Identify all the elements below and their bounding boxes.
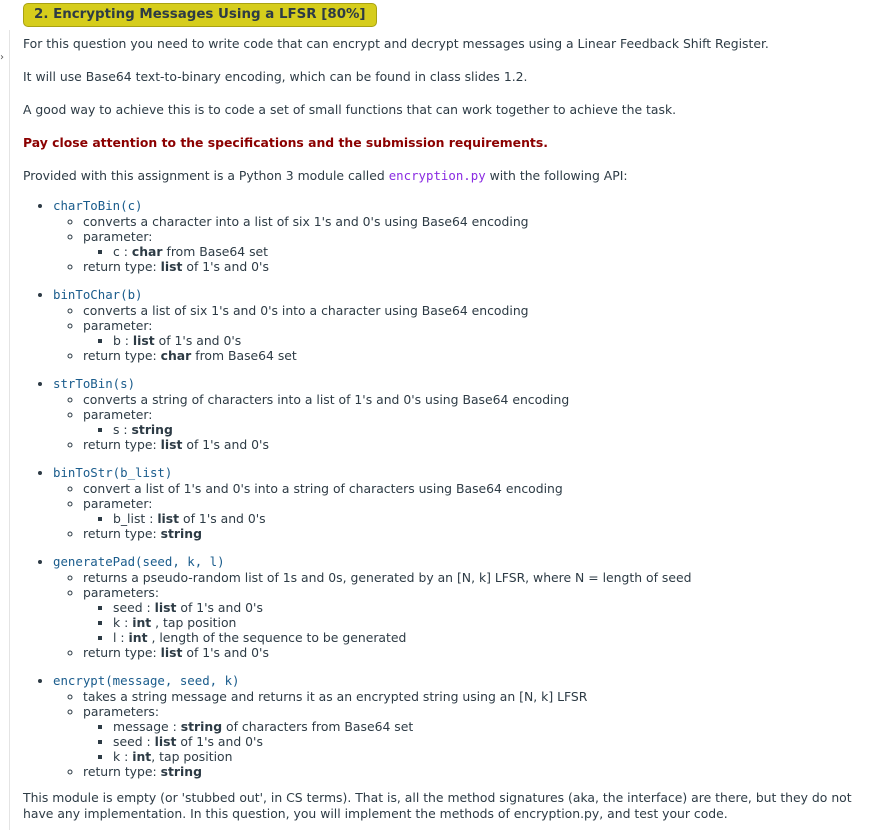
api-return: ◦ return type: list of 1's and 0's xyxy=(83,437,878,452)
api-signature: charToBin(c) xyxy=(53,198,143,213)
api-description: ◦ takes a string message and returns it as an encrypted string using an [N, k] LFSR xyxy=(83,689,878,704)
api-description: ◦ convert a list of 1's and 0's into a string of characters using Base64 encoding xyxy=(83,481,878,496)
module-filename: encryption.py xyxy=(388,168,486,183)
api-list xyxy=(23,198,878,779)
api-param: ▪ seed : list of 1's and 0's xyxy=(113,600,878,615)
api-param: ▪ k : int , tap position xyxy=(113,615,878,630)
api-return: ◦ return type: char from Base64 set xyxy=(83,348,878,363)
api-return: ◦ return type: string xyxy=(83,764,878,779)
collapse-chevron-icon[interactable]: › xyxy=(0,52,4,63)
intro-paragraph-3: A good way to achieve this is to code a set of small functions that can work together to achieve the task. xyxy=(23,102,677,117)
api-params: ◦ parameter: ▪ c : char from Base64 set xyxy=(83,229,878,259)
api-description: ◦ returns a pseudo-random list of 1s and 0s, generated by an [N, k] LFSR, where N = length of seed xyxy=(83,570,878,585)
api-param: ▪ b_list : list of 1's and 0's xyxy=(113,511,878,526)
provided-before: Provided with this assignment is a Python 3 module called xyxy=(23,168,389,183)
api-return: ◦ return type: string xyxy=(83,526,878,541)
api-description: ◦ converts a list of six 1's and 0's into a character using Base64 encoding xyxy=(83,303,878,318)
api-item-generatePad xyxy=(53,554,878,660)
intro-paragraph-1: For this question you need to write code that can encrypt and decrypt messages using a Linear Feedback Shift Register. xyxy=(23,36,769,51)
api-params: ◦ parameter: ▪ s : string xyxy=(83,407,878,437)
provided-after: with the following API: xyxy=(485,168,628,183)
api-item-binToChar xyxy=(53,287,878,363)
api-params: ◦ parameter: ▪ b_list : list of 1's and 0's xyxy=(83,496,878,526)
intro-paragraph-2: It will use Base64 text-to-binary encoding, which can be found in class slides 1.2. xyxy=(23,69,528,84)
api-return: ◦ return type: list of 1's and 0's xyxy=(83,259,878,274)
api-item-encrypt xyxy=(53,673,878,779)
api-param: ▪ c : char from Base64 set xyxy=(113,244,878,259)
left-divider xyxy=(9,30,10,830)
warning-text: Pay close attention to the specifications and the submission requirements. xyxy=(23,135,548,150)
api-param: ▪ k : int, tap position xyxy=(113,749,878,764)
api-signature: generatePad(seed, k, l) xyxy=(53,554,225,569)
api-signature: binToChar(b) xyxy=(53,287,143,302)
api-params: ◦ parameter: ▪ b : list of 1's and 0's xyxy=(83,318,878,348)
section-heading: 2. Encrypting Messages Using a LFSR [80%] xyxy=(23,3,377,27)
closing-paragraph: This module is empty (or 'stubbed out', in CS terms). That is, all the method signatures (aka, the interface) are there, but they do not have any implementation. In this question, you will implement the methods of encryption.py, and test your code. xyxy=(23,790,852,821)
api-item-binToStr xyxy=(53,465,878,541)
api-params: ◦ parameters: ▪ seed : list of 1's and 0's ▪ k : int , tap position ▪ l : int , length of the sequence to be generated xyxy=(83,585,878,645)
assignment-content xyxy=(23,0,878,822)
api-param: ▪ seed : list of 1's and 0's xyxy=(113,734,878,749)
api-params: ◦ parameters: ▪ message : string of characters from Base64 set ▪ seed : list of 1's and 0's ▪ k : int, tap position xyxy=(83,704,878,764)
api-description: ◦ converts a string of characters into a list of 1's and 0's using Base64 encoding xyxy=(83,392,878,407)
api-item-charToBin xyxy=(53,198,878,274)
api-param: ▪ message : string of characters from Base64 set xyxy=(113,719,878,734)
api-signature: binToStr(b_list) xyxy=(53,465,173,480)
api-return: ◦ return type: list of 1's and 0's xyxy=(83,645,878,660)
api-signature: strToBin(s) xyxy=(53,376,136,391)
api-param: ▪ b : list of 1's and 0's xyxy=(113,333,878,348)
provided-paragraph xyxy=(23,167,878,185)
api-param: ▪ l : int , length of the sequence to be generated xyxy=(113,630,878,645)
api-param: ▪ s : string xyxy=(113,422,878,437)
api-signature: encrypt(message, seed, k) xyxy=(53,673,240,688)
api-description: ◦ converts a character into a list of six 1's and 0's using Base64 encoding xyxy=(83,214,878,229)
api-item-strToBin xyxy=(53,376,878,452)
